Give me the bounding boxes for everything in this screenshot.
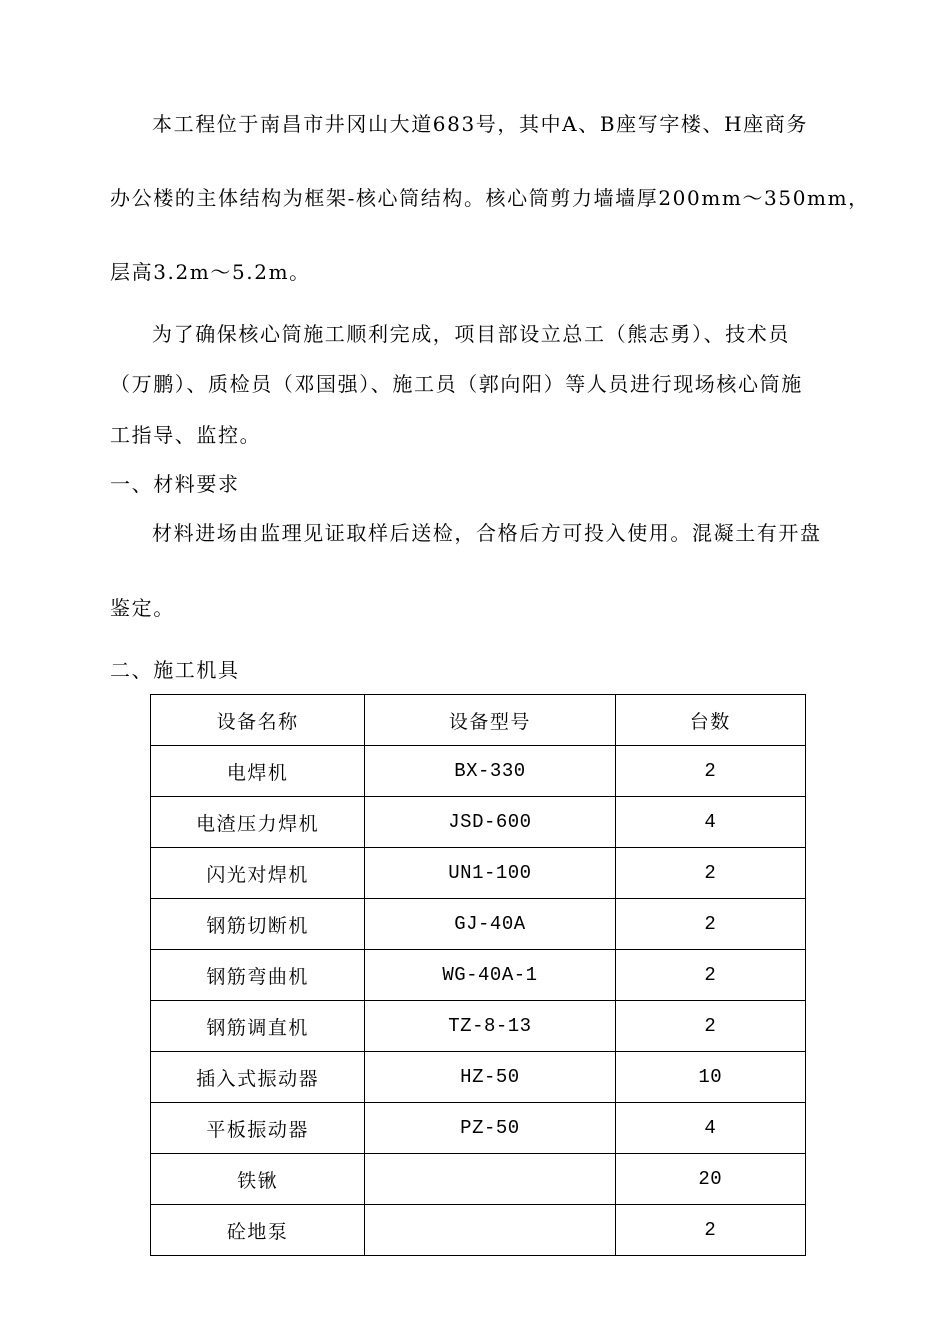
table-row [151,1154,806,1205]
table-row [151,1052,806,1103]
column-header-count: 台数 [615,695,805,746]
paragraph-3-line-1: 材料进场由监理见证取样后送检，合格后方可投入使用。混凝土有开盘 [152,521,822,545]
paragraph-3-line-2: 鉴定。 [110,596,175,620]
equipment-table [150,694,806,1256]
equipment-name-cell: 砼地泵 [151,1205,365,1256]
equipment-count-cell: 4 [615,797,805,848]
paragraph-2-line-2: （万鹏）、质检员（邓国强）、施工员（郭向阳）等人员进行现场核心筒施 [110,372,803,396]
paragraph-2-line-3: 工指导、监控。 [110,423,262,447]
equipment-name-cell: 电渣压力焊机 [151,797,365,848]
table-header-row [151,695,806,746]
table-row [151,1001,806,1052]
paragraph-2-line-1: 为了确保核心筒施工顺利完成，项目部设立总工（熊志勇）、技术员 [152,322,790,346]
table-row [151,950,806,1001]
equipment-name-cell: 电焊机 [151,746,365,797]
equipment-count-cell: 2 [615,1001,805,1052]
equipment-name-cell: 钢筋弯曲机 [151,950,365,1001]
column-header-model: 设备型号 [365,695,615,746]
paragraph-1-line-1: 本工程位于南昌市井冈山大道683号，其中A、B座写字楼、H座商务 [152,112,808,136]
equipment-count-cell: 2 [615,899,805,950]
equipment-model-cell: GJ-40A [365,899,615,950]
equipment-model-cell: BX-330 [365,746,615,797]
equipment-count-cell: 10 [615,1052,805,1103]
table-row [151,1103,806,1154]
equipment-model-cell [365,1154,615,1205]
equipment-model-cell: JSD-600 [365,797,615,848]
equipment-count-cell: 20 [615,1154,805,1205]
column-header-name: 设备名称 [151,695,365,746]
equipment-count-cell: 2 [615,848,805,899]
paragraph-1-line-2: 办公楼的主体结构为框架-核心筒结构。核心筒剪力墙墙厚200mm～350mm， [110,186,870,210]
equipment-model-cell: PZ-50 [365,1103,615,1154]
table-row [151,848,806,899]
table-row [151,899,806,950]
equipment-name-cell: 闪光对焊机 [151,848,365,899]
equipment-count-cell: 2 [615,1205,805,1256]
equipment-name-cell: 插入式振动器 [151,1052,365,1103]
equipment-model-cell: WG-40A-1 [365,950,615,1001]
equipment-model-cell: UN1-100 [365,848,615,899]
equipment-count-cell: 2 [615,746,805,797]
equipment-count-cell: 4 [615,1103,805,1154]
section-heading-materials: 一、材料要求 [110,472,240,496]
equipment-model-cell: HZ-50 [365,1052,615,1103]
equipment-name-cell: 钢筋调直机 [151,1001,365,1052]
equipment-count-cell: 2 [615,950,805,1001]
table-row [151,797,806,848]
equipment-model-cell [365,1205,615,1256]
equipment-name-cell: 平板振动器 [151,1103,365,1154]
table-row [151,746,806,797]
paragraph-1-line-3: 层高3.2m～5.2m。 [110,260,311,284]
equipment-model-cell: TZ-8-13 [365,1001,615,1052]
section-heading-equipment: 二、施工机具 [110,658,240,682]
equipment-name-cell: 铁锹 [151,1154,365,1205]
equipment-name-cell: 钢筋切断机 [151,899,365,950]
table-row [151,1205,806,1256]
